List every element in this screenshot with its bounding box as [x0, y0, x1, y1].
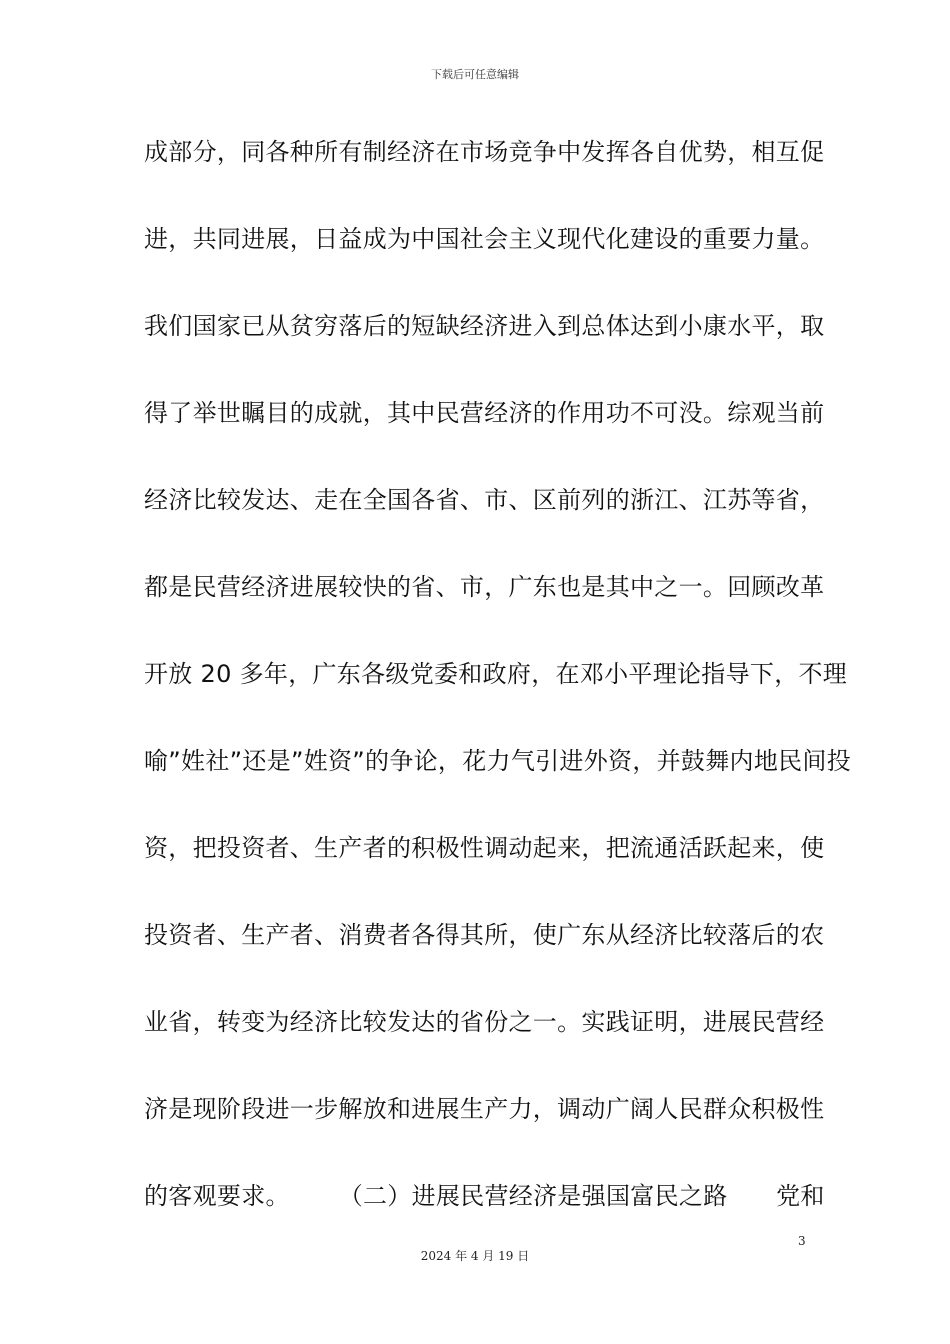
body-line: 开放 20 多年，广东各级党委和政府，在邓小平理论指导下，不理: [144, 660, 848, 688]
body-line: 我们国家已从贫穷落后的短缺经济进入到总体达到小康水平，取: [144, 312, 825, 340]
body-line: 经济比较发达、走在全国各省、市、区前列的浙江、江苏等省，: [144, 486, 825, 514]
body-line: 成部分，同各种所有制经济在市场竞争中发挥各自优势，相互促: [144, 138, 825, 166]
body-line: 济是现阶段进一步解放和进展生产力，调动广阔人民群众积极性: [144, 1095, 825, 1123]
page-header: 下载后可任意编辑: [431, 68, 519, 81]
body-line: 都是民营经济进展较快的省、市，广东也是其中之一。回顾改革: [144, 573, 825, 601]
body-line: 投资者、生产者、消费者各得其所，使广东从经济比较落后的农: [144, 921, 825, 949]
body-line: 得了举世瞩目的成就，其中民营经济的作用功不可没。综观当前: [144, 399, 825, 427]
page-number: 3: [798, 1234, 806, 1248]
body-line: 喻”姓社”还是”姓资”的争论，花力气引进外资，并鼓舞内地民间投: [144, 747, 852, 775]
body-line: 业省，转变为经济比较发达的省份之一。实践证明，进展民营经: [144, 1008, 825, 1036]
document-body: [144, 132, 852, 1263]
body-line: 资，把投资者、生产者的积极性调动起来，把流通活跃起来，使: [144, 834, 825, 862]
body-line: 的客观要求。 （二）进展民营经济是强国富民之路 党和: [144, 1182, 825, 1210]
body-line: 进，共同进展，日益成为中国社会主义现代化建设的重要力量。: [144, 225, 825, 253]
footer-date: 2024 年 4 月 19 日: [420, 1249, 530, 1263]
